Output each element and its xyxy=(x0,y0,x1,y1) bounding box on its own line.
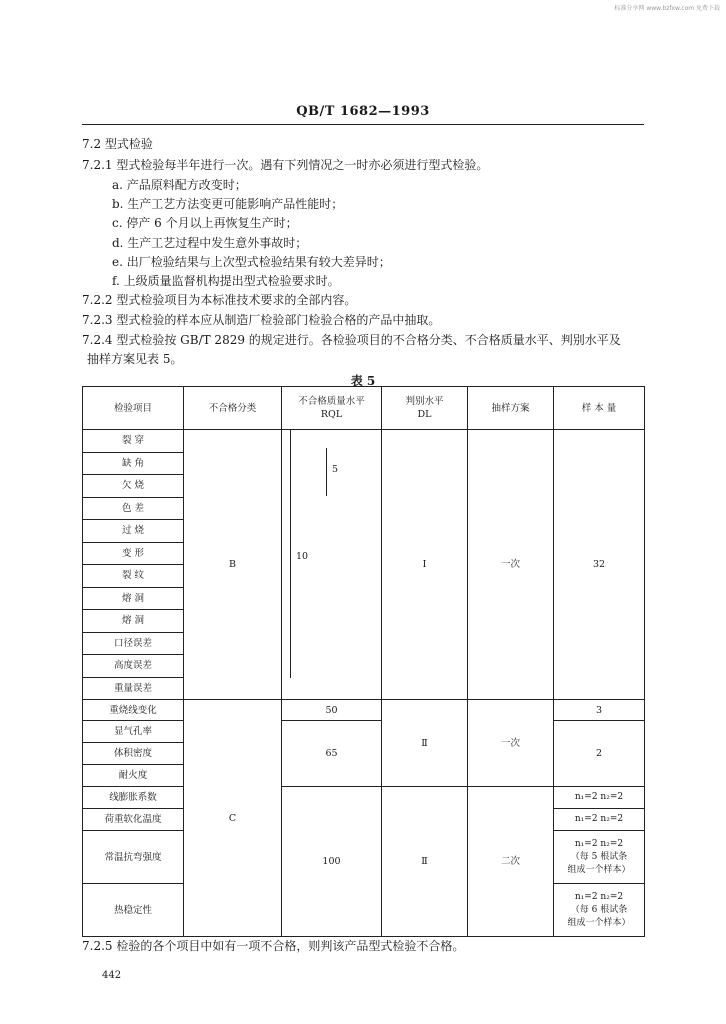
size-line: 组成一个样本） xyxy=(567,864,631,875)
item-cell: 显气孔率 xyxy=(83,721,184,743)
rql-outer-value: 10 xyxy=(296,551,309,562)
size-cell-c4: n₁=2 n₂=2 xyxy=(554,809,645,831)
list-item-d: d. 生产工艺过程中发生意外事故时； xyxy=(112,236,308,250)
outer-brace xyxy=(290,430,291,678)
section-heading: 7.2 型式检验 xyxy=(82,137,153,151)
plan-cell-b: 一次 xyxy=(468,430,554,700)
clause-7-2-4: 7.2.4 型式检验按 GB/T 2829 的规定进行。各检验项目的不合格分类、不合格质量水平、判别水平及 xyxy=(82,333,621,347)
page-number: 442 xyxy=(102,970,122,981)
dl-cell-c2: Ⅱ xyxy=(382,787,468,937)
clause-7-2-3: 7.2.3 型式检验的样本应从制造厂检验部门检验合格的产品中抽取。 xyxy=(82,313,441,327)
item-cell: 高度误差 xyxy=(83,655,184,678)
table-header-row xyxy=(83,387,645,430)
item-cell: 耐火度 xyxy=(83,765,184,787)
item-cell: 口径误差 xyxy=(83,632,184,655)
header-rule xyxy=(82,124,644,125)
clause-7-2-5: 7.2.5 检验的各个项目中如有一项不合格，则判该产品型式检验不合格。 xyxy=(82,939,465,953)
table-title: 表 5 xyxy=(350,374,376,388)
item-cell: 荷重软化温度 xyxy=(83,809,184,831)
size-cell-c1: 3 xyxy=(554,700,645,721)
table-row xyxy=(83,721,645,743)
col-header-dl xyxy=(382,387,468,430)
rql-cell-b xyxy=(282,430,382,700)
rql-abbr: RQL xyxy=(320,409,343,420)
item-cell: 过 烧 xyxy=(83,520,184,543)
item-cell: 裂 穿 xyxy=(83,430,184,453)
col-header-item: 检验项目 xyxy=(83,387,184,430)
dl-cell-b: I xyxy=(382,430,468,700)
size-line: （每 6 根试条 xyxy=(570,904,628,915)
col-header-class: 不合格分类 xyxy=(184,387,282,430)
table-row xyxy=(83,700,645,721)
col-header-plan: 抽样方案 xyxy=(468,387,554,430)
clause-7-2-4-cont: 抽样方案见表 5。 xyxy=(87,352,183,366)
col-header-rql xyxy=(282,387,382,430)
size-cell-c5 xyxy=(554,831,645,884)
item-cell: 熔 洞 xyxy=(83,587,184,610)
plan-cell-c1: 一次 xyxy=(468,700,554,787)
item-cell: 熔 洞 xyxy=(83,610,184,633)
plan-cell-c2: 二次 xyxy=(468,787,554,937)
rql-cell-c2: 65 xyxy=(282,721,382,787)
item-cell: 缺 角 xyxy=(83,452,184,475)
item-cell: 体积密度 xyxy=(83,743,184,765)
item-cell: 欠 烧 xyxy=(83,475,184,498)
list-item-b: b. 生产工艺方法变更可能影响产品性能时； xyxy=(112,197,344,211)
clause-7-2-1: 7.2.1 型式检验每半年进行一次。遇有下列情况之一时亦必须进行型式检验。 xyxy=(82,158,489,172)
dl-label: 判别水平 xyxy=(405,396,444,407)
table-row xyxy=(83,787,645,809)
item-cell: 热稳定性 xyxy=(83,884,184,937)
rql-cell-c3: 100 xyxy=(282,787,382,937)
item-cell: 重量误差 xyxy=(83,677,184,700)
item-cell: 线膨胀系数 xyxy=(83,787,184,809)
list-item-a: a. 产品原料配方改变时； xyxy=(112,178,247,192)
list-item-f: f. 上级质量监督机构提出型式检验要求时。 xyxy=(112,274,340,288)
list-item-c: c. 停产 6 个月以上再恢复生产时； xyxy=(112,216,298,230)
item-cell: 变 形 xyxy=(83,542,184,565)
size-cell-b: 32 xyxy=(554,430,645,700)
class-cell-c: C xyxy=(184,700,282,937)
item-cell: 色 差 xyxy=(83,497,184,520)
inspection-table xyxy=(82,386,645,937)
size-line: 组成一个样本） xyxy=(567,917,631,928)
size-line: n₁=2 n₂=2 xyxy=(574,891,624,902)
item-cell: 重烧线变化 xyxy=(83,700,184,721)
size-cell-c3: n₁=2 n₂=2 xyxy=(554,787,645,809)
rql-label: 不合格质量水平 xyxy=(298,396,365,407)
rql-cell-c1: 50 xyxy=(282,700,382,721)
page-header: QB/T 1682—1993 xyxy=(296,104,430,119)
dl-abbr: DL xyxy=(417,409,432,420)
watermark: 标准分享网 www.bzfxw.com 免费下载 xyxy=(614,5,720,12)
size-cell-c2: 2 xyxy=(554,721,645,787)
inner-brace xyxy=(322,448,327,496)
class-cell-b: B xyxy=(184,430,282,700)
item-cell: 裂 纹 xyxy=(83,565,184,588)
size-line: （每 5 根试条 xyxy=(570,851,628,862)
rql-inner-value: 5 xyxy=(332,464,339,475)
col-header-size: 样 本 量 xyxy=(554,387,645,430)
dl-cell-c1: Ⅱ xyxy=(382,700,468,787)
list-item-e: e. 出厂检验结果与上次型式检验结果有较大差异时； xyxy=(112,255,391,269)
item-cell: 常温抗弯强度 xyxy=(83,831,184,884)
clause-7-2-2: 7.2.2 型式检验项目为本标准技术要求的全部内容。 xyxy=(82,293,357,307)
size-line: n₁=2 n₂=2 xyxy=(574,838,624,849)
table-row xyxy=(83,430,645,453)
size-cell-c6 xyxy=(554,884,645,937)
